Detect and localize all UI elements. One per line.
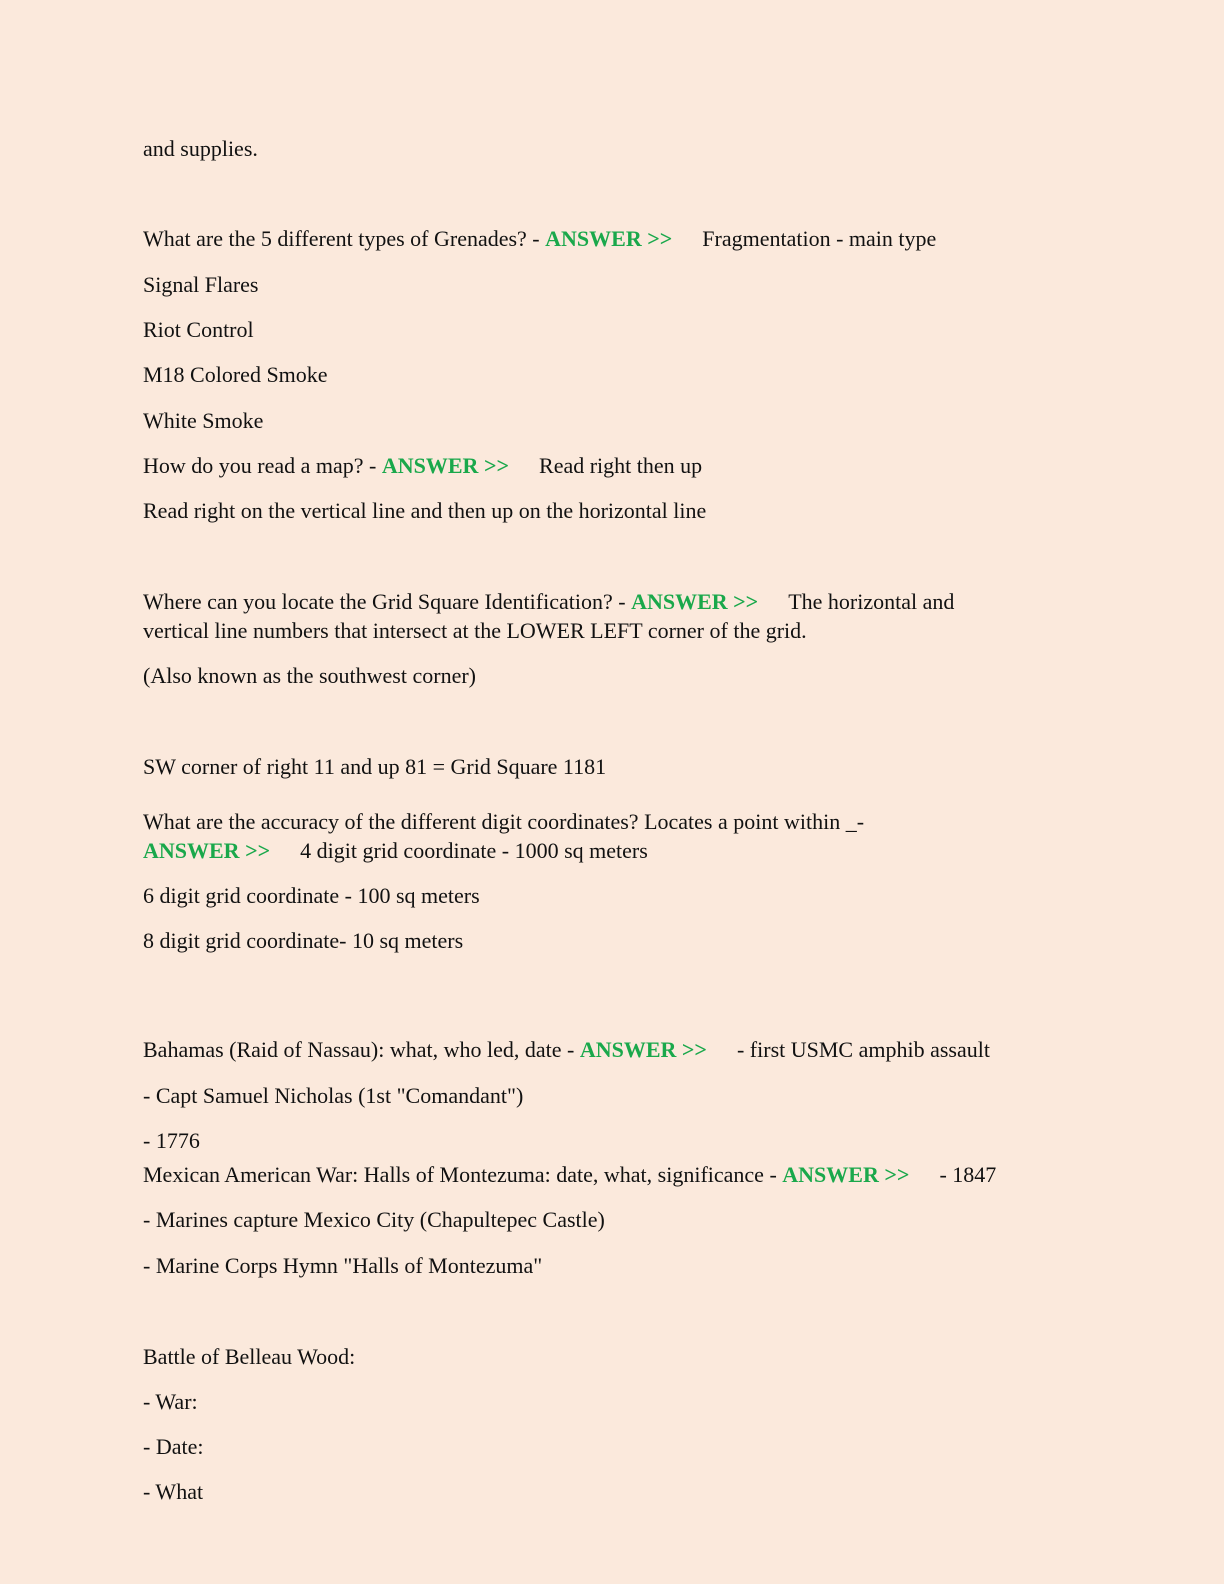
- answer-label: ANSWER >>: [782, 1162, 910, 1187]
- answer-label: ANSWER >>: [143, 838, 271, 863]
- text-line: - What: [143, 1479, 204, 1504]
- text-line: (Also known as the southwest corner): [143, 663, 476, 688]
- answer-label: ANSWER >>: [579, 1037, 707, 1062]
- text-line: - 1776: [143, 1128, 200, 1153]
- question-read-map: [143, 452, 702, 480]
- question-halls-of-montezuma: [143, 1161, 996, 1189]
- text-line: - War:: [143, 1389, 198, 1414]
- text-line: 6 digit grid coordinate - 100 sq meters: [143, 883, 480, 908]
- text-line: - Capt Samuel Nicholas (1st "Comandant"): [143, 1083, 524, 1108]
- question-text: Where can you locate the Grid Square Identification? -: [143, 589, 632, 614]
- text-line: SW corner of right 11 and up 81 = Grid Square 1181: [143, 754, 607, 779]
- question-grenades: [143, 225, 936, 253]
- question-raid-of-nassau: [143, 1036, 990, 1064]
- answer-text: The horizontal and: [788, 589, 955, 614]
- answer-label: ANSWER >>: [545, 226, 673, 251]
- text-line: and supplies.: [143, 136, 258, 161]
- text-line: - Date:: [143, 1434, 204, 1459]
- heading-belleau-wood: Battle of Belleau Wood:: [143, 1344, 356, 1369]
- text-line: vertical line numbers that intersect at the LOWER LEFT corner of the grid.: [143, 618, 807, 643]
- answer-text: - 1847: [939, 1162, 997, 1187]
- answer-text: 4 digit grid coordinate - 1000 sq meters: [300, 838, 648, 863]
- answer-label: ANSWER >>: [381, 453, 510, 478]
- question-text: Mexican American War: Halls of Montezuma: date, what, significance -: [143, 1162, 783, 1187]
- text-line: Riot Control: [143, 317, 254, 342]
- answer-text: Fragmentation - main type: [702, 226, 937, 251]
- question-text: How do you read a map? -: [143, 453, 382, 478]
- text-line: 8 digit grid coordinate- 10 sq meters: [143, 928, 464, 953]
- question-text: Bahamas (Raid of Nassau): what, who led, date -: [143, 1037, 580, 1062]
- answer-text: - first USMC amphib assault: [736, 1037, 990, 1062]
- question-digit-coordinates: What are the accuracy of the different digit coordinates? Locates a point within _-: [143, 809, 865, 834]
- text-line: White Smoke: [143, 408, 264, 433]
- text-line: M18 Colored Smoke: [143, 362, 328, 387]
- text-line: - Marines capture Mexico City (Chapultepec Castle): [143, 1207, 605, 1232]
- text-line: - Marine Corps Hymn "Halls of Montezuma": [143, 1253, 543, 1278]
- text-line: Read right on the vertical line and then up on the horizontal line: [143, 498, 707, 523]
- text-line: Signal Flares: [143, 272, 259, 297]
- answer-digit-coordinates: [143, 837, 648, 865]
- question-text: What are the 5 different types of Grenades? -: [143, 226, 546, 251]
- question-grid-square: [143, 588, 954, 616]
- answer-text: Read right then up: [539, 453, 703, 478]
- answer-label: ANSWER >>: [631, 589, 759, 614]
